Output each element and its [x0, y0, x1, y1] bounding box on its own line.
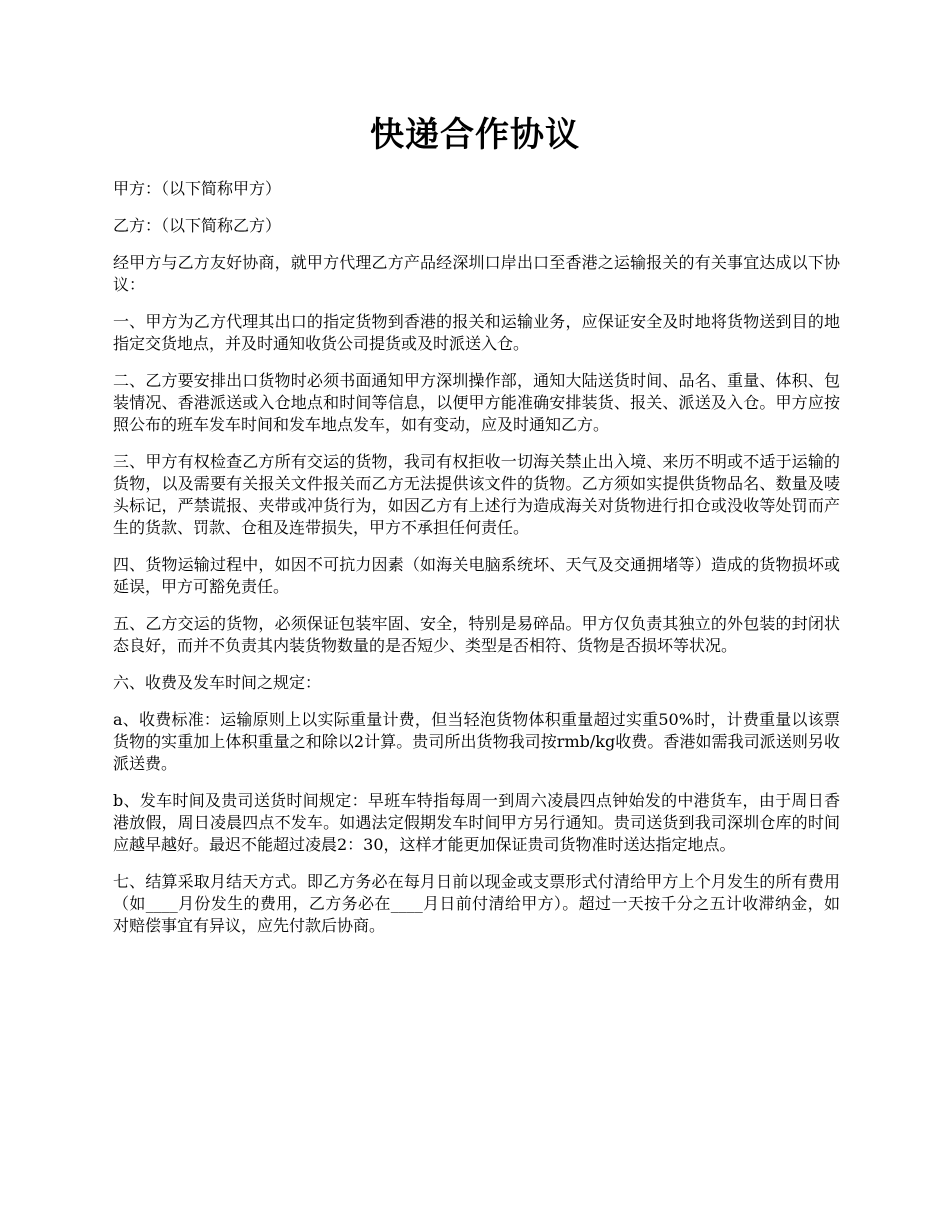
clause-1: 一、甲方为乙方代理其出口的指定货物到香港的报关和运输业务，应保证安全及时地将货物送到目的地指定交货地点，并及时通知收货公司提货或及时派送入仓。	[113, 312, 840, 353]
clause-3: 三、甲方有权检查乙方所有交运的货物，我司有权拒收一切海关禁止出入境、来历不明或不适于运输的货物，以及需要有关报关文件报关而乙方无法提供该文件的货物。乙方须如实提供货物品名、数量及唛头标记，严禁谎报、夹带或冲货行为，如因乙方有上述行为造成海关对货物进行扣仓或没收等处罚而产生的货款、罚款、仓租及连带损失，甲方不承担任何责任。	[113, 452, 840, 537]
document-title: 快递合作协议	[370, 115, 580, 155]
intro-paragraph: 经甲方与乙方友好协商，就甲方代理乙方产品经深圳口岸出口至香港之运输报关的有关事宜达成以下协议：	[113, 253, 840, 294]
clause-2: 二、乙方要安排出口货物时必须书面通知甲方深圳操作部，通知大陆送货时间、品名、重量、体积、包装情况、香港派送或入仓地点和时间等信息，以便甲方能准确安排装货、报关、派送及入仓。甲方应按照公布的班车发车时间和发车地点发车，如有变动，应及时通知乙方。	[113, 371, 840, 434]
party-a-line: 甲方：（以下简称甲方）	[113, 179, 282, 198]
clause-5: 五、乙方交运的货物，必须保证包装牢固、安全，特别是易碎品。甲方仅负责其独立的外包装的封闭状态良好，而并不负责其内装货物数量的是否短少、类型是否相符、货物是否损坏等状况。	[113, 614, 840, 655]
clause-4: 四、货物运输过程中，如因不可抗力因素（如海关电脑系统坏、天气及交通拥堵等）造成的货物损坏或延误，甲方可豁免责任。	[113, 555, 840, 596]
clause-7: 七、结算采取月结天方式。即乙方务必在每月日前以现金或支票形式付清给甲方上个月发生的所有费用（如____月份发生的费用，乙方务必在____月日前付清给甲方）。超过一天按千分之五计收滞纳金，如对赔偿事宜有异议，应先付款后协商。	[113, 872, 840, 935]
clause-6a: a、收费标准：运输原则上以实际重量计费，但当轻泡货物体积重量超过实重50%时，计费重量以该票货物的实重加上体积重量之和除以2计算。贵司所出货物我司按rmb/kg收费。香港如需我司派送则另收派送费。	[113, 710, 840, 773]
clause-6b: b、发车时间及贵司送货时间规定：早班车特指每周一到周六凌晨四点钟始发的中港货车，由于周日香港放假，周日凌晨四点不发车。如遇法定假期发车时间甲方另行通知。贵司送货到我司深圳仓库的时间应越早越好。最迟不能超过凌晨2：30，这样才能更加保证贵司货物准时送达指定地点。	[113, 791, 840, 854]
document-body	[113, 178, 840, 952]
party-b-line: 乙方：（以下简称乙方）	[113, 216, 282, 235]
clause-6-heading: 六、收费及发车时间之规定：	[113, 673, 322, 692]
